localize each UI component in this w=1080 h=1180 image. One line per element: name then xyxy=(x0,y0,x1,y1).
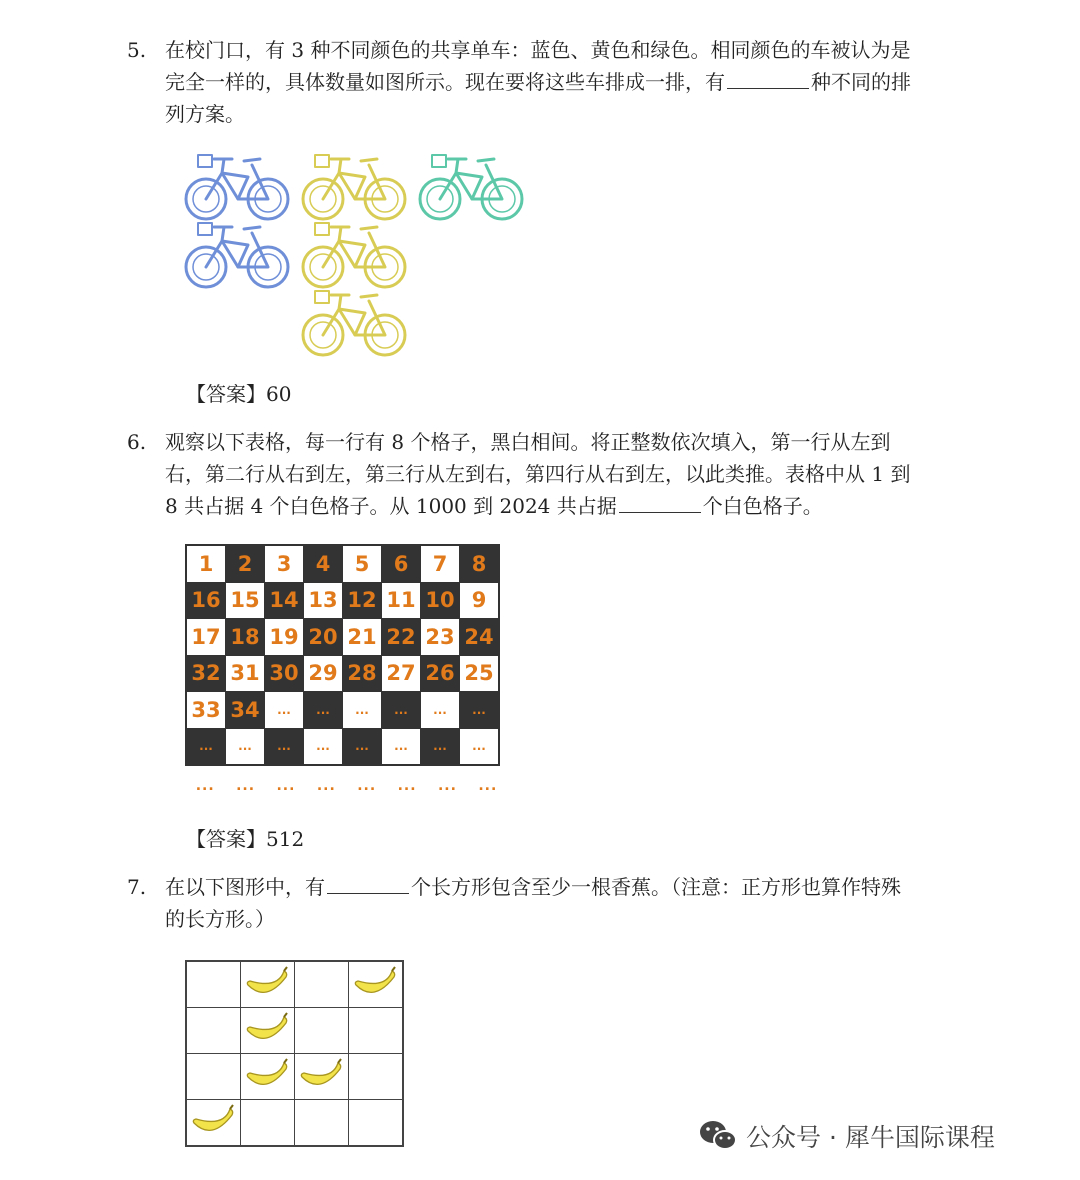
grid-cell: 15 xyxy=(226,582,265,619)
continuation-dot: ... xyxy=(397,778,417,794)
question-number: 6. xyxy=(127,430,147,454)
grid-cell: 7 xyxy=(421,545,460,582)
answer-6 xyxy=(186,823,304,852)
grid-cell: 30 xyxy=(265,655,304,692)
grid-cell: 10 xyxy=(421,582,460,619)
grid-cell xyxy=(349,1100,404,1147)
grid-cell: 6 xyxy=(382,545,421,582)
grid-cell xyxy=(295,1008,349,1054)
grid-cell xyxy=(295,1100,349,1147)
grid-cell xyxy=(186,1100,241,1147)
question-line: 在以下图形中，有 个长方形包含至少一根香蕉。（注意：正方形也算作特殊 xyxy=(165,875,901,899)
grid-cell: 11 xyxy=(382,582,421,619)
bicycles-figure xyxy=(180,145,530,360)
question-text xyxy=(165,34,965,130)
grid-cell xyxy=(186,1054,241,1100)
bicycle-icon xyxy=(303,291,405,355)
continuation-dot: ... xyxy=(276,778,296,794)
question-line: 的长方形。） xyxy=(165,907,275,931)
continuation-dots xyxy=(185,778,508,794)
grid-cell: ... xyxy=(265,728,304,765)
grid-cell: ... xyxy=(343,692,382,729)
bicycle-icon xyxy=(186,223,288,287)
grid-cell: 27 xyxy=(382,655,421,692)
grid-cell: ... xyxy=(304,728,343,765)
grid-cell xyxy=(186,1008,241,1054)
grid-cell: 19 xyxy=(265,619,304,656)
grid-cell: ... xyxy=(382,692,421,729)
grid-row xyxy=(186,655,499,692)
grid-row xyxy=(186,1054,403,1100)
grid-cell: 23 xyxy=(421,619,460,656)
banana-icon xyxy=(244,1034,292,1053)
grid-cell: 33 xyxy=(186,692,226,729)
grid-cell: 13 xyxy=(304,582,343,619)
grid-cell: 5 xyxy=(343,545,382,582)
grid-cell: ... xyxy=(304,692,343,729)
answer-blank xyxy=(327,873,409,894)
grid-cell: 3 xyxy=(265,545,304,582)
watermark xyxy=(698,1118,995,1154)
watermark-text: 公众号 · 犀牛国际课程 xyxy=(746,1123,995,1152)
grid-cell: ... xyxy=(186,728,226,765)
grid-row xyxy=(186,545,499,582)
grid-cell xyxy=(241,961,295,1008)
grid-cell: 32 xyxy=(186,655,226,692)
question-line: 8 共占据 4 个白色格子。从 1000 到 2024 共占据 个白色格子。 xyxy=(165,494,823,518)
grid-cell: ... xyxy=(265,692,304,729)
bicycle-icon xyxy=(303,223,405,287)
question-line: 完全一样的，具体数量如图所示。现在要将这些车排成一排，有 种不同的排 xyxy=(165,70,911,94)
grid-cell: 8 xyxy=(460,545,500,582)
grid-cell: 20 xyxy=(304,619,343,656)
grid-cell: ... xyxy=(421,728,460,765)
grid-cell: 26 xyxy=(421,655,460,692)
grid-cell: 1 xyxy=(186,545,226,582)
continuation-dot: ... xyxy=(357,778,377,794)
continuation-dot: ... xyxy=(236,778,256,794)
grid-cell: 14 xyxy=(265,582,304,619)
grid-cell: 29 xyxy=(304,655,343,692)
banana-icon xyxy=(190,1126,238,1145)
grid-cell: ... xyxy=(343,728,382,765)
number-grid xyxy=(185,544,500,766)
grid-cell xyxy=(186,961,241,1008)
answer-5 xyxy=(186,378,291,407)
grid-row xyxy=(186,692,499,729)
grid-cell xyxy=(241,1054,295,1100)
bicycle-icon xyxy=(420,155,522,219)
grid-cell: 12 xyxy=(343,582,382,619)
bicycle-icon xyxy=(186,155,288,219)
grid-cell: 22 xyxy=(382,619,421,656)
banana-grid xyxy=(185,960,404,1147)
grid-cell: 28 xyxy=(343,655,382,692)
grid-row xyxy=(186,728,499,765)
grid-cell: 17 xyxy=(186,619,226,656)
question-line: 在校门口，有 3 种不同颜色的共享单车：蓝色、黄色和绿色。相同颜色的车被认为是 xyxy=(165,38,911,62)
grid-cell: 31 xyxy=(226,655,265,692)
question-line: 观察以下表格，每一行有 8 个格子，黑白相间。将正整数依次填入，第一行从左到 xyxy=(165,430,891,454)
banana-icon xyxy=(244,1080,292,1099)
grid-row xyxy=(186,619,499,656)
continuation-dot: ... xyxy=(195,778,215,794)
bicycle-icon xyxy=(303,155,405,219)
grid-cell xyxy=(241,1008,295,1054)
grid-cell: ... xyxy=(460,692,500,729)
grid-cell: 18 xyxy=(226,619,265,656)
question-text xyxy=(165,871,965,935)
grid-cell xyxy=(349,1054,404,1100)
grid-row xyxy=(186,1008,403,1054)
answer-label: 【答案】 xyxy=(186,382,266,406)
continuation-dot: ... xyxy=(478,778,498,794)
grid-row xyxy=(186,961,403,1008)
grid-cell: 24 xyxy=(460,619,500,656)
grid-cell: 21 xyxy=(343,619,382,656)
continuation-dot: ... xyxy=(316,778,336,794)
grid-row xyxy=(186,1100,403,1147)
banana-icon xyxy=(244,988,292,1007)
answer-label: 【答案】 xyxy=(186,827,266,851)
grid-cell: 34 xyxy=(226,692,265,729)
question-line: 右，第二行从右到左，第三行从左到右，第四行从右到左，以此类推。表格中从 1 到 xyxy=(165,462,911,486)
grid-cell xyxy=(349,1008,404,1054)
grid-cell: 2 xyxy=(226,545,265,582)
grid-cell: 25 xyxy=(460,655,500,692)
grid-cell xyxy=(241,1100,295,1147)
grid-cell: ... xyxy=(421,692,460,729)
grid-cell: ... xyxy=(460,728,500,765)
wechat-icon xyxy=(698,1119,738,1153)
question-text xyxy=(165,426,965,522)
grid-cell: 9 xyxy=(460,582,500,619)
question-line: 列方案。 xyxy=(165,102,245,126)
answer-blank xyxy=(727,68,809,89)
grid-cell: 4 xyxy=(304,545,343,582)
banana-icon xyxy=(352,988,400,1007)
grid-cell xyxy=(295,961,349,1008)
grid-cell: 16 xyxy=(186,582,226,619)
question-number: 5. xyxy=(127,38,147,62)
answer-value: 512 xyxy=(266,827,305,851)
grid-cell: ... xyxy=(226,728,265,765)
banana-icon xyxy=(298,1080,346,1099)
answer-value: 60 xyxy=(266,382,292,406)
answer-blank xyxy=(619,492,701,513)
grid-row xyxy=(186,582,499,619)
grid-cell xyxy=(349,961,404,1008)
continuation-dot: ... xyxy=(437,778,457,794)
question-number: 7. xyxy=(127,875,147,899)
grid-cell xyxy=(295,1054,349,1100)
grid-cell: ... xyxy=(382,728,421,765)
